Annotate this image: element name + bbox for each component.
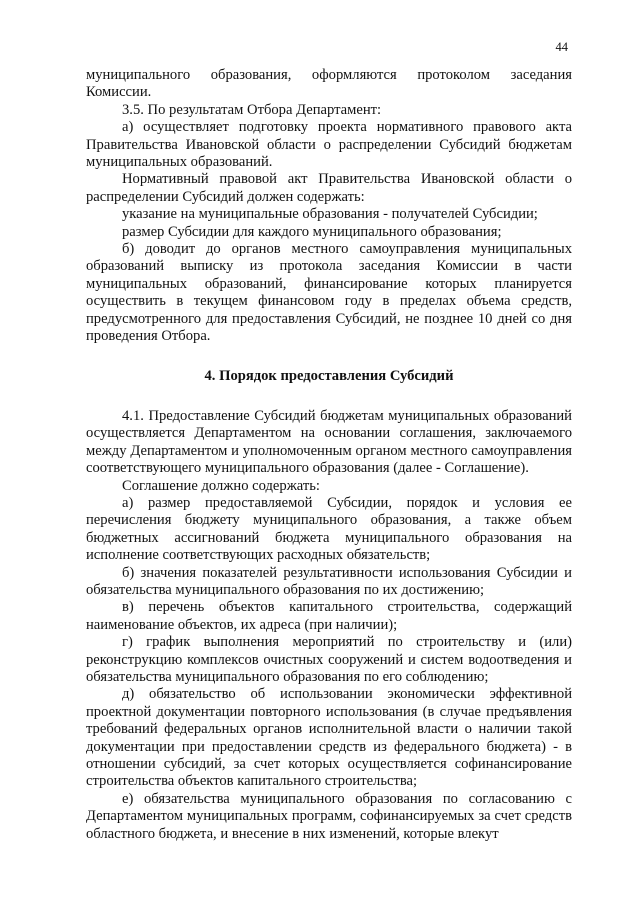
paragraph-4-1-v: в) перечень объектов капитального строительства, содержащий наименование объектов, их адреса (при наличии); xyxy=(86,599,572,633)
paragraph-4-1: 4.1. Предоставление Субсидий бюджетам муниципальных образований осуществляется Департаментом на основании соглашения, заключаемого между Департаментом и уполномоченным органом местного самоуправления соответствующего муниципального образования (далее - Соглашение). xyxy=(86,407,572,477)
paragraph-4-1-b: б) значения показателей результативности использования Субсидии и обязательства муниципального образования по их достижению; xyxy=(86,564,572,598)
paragraph-4-1-a: а) размер предоставляемой Субсидии, порядок и условия ее перечисления бюджету муниципального образования, а также объем бюджетных ассигнований бюджета муниципального образования на исполнение соответствующих расходных обязательств; xyxy=(86,494,572,564)
paragraph-4-1-e: е) обязательства муниципального образования по согласованию с Департаментом муниципальных программ, софинансируемых за счет средств областного бюджета, и внесение в них изменений, которые влекут xyxy=(86,790,572,842)
document-body xyxy=(86,67,572,843)
paragraph-3-5-a: а) осуществляет подготовку проекта нормативного правового акта Правительства Ивановской области о распределении Субсидий бюджетам муниципальных образований. xyxy=(86,119,572,171)
paragraph-4-1-g: г) график выполнения мероприятий по строительству и (или) реконструкцию комплексов очистных сооружений и систем водоотведения и обязательства муниципального образования по его соблюдению; xyxy=(86,634,572,685)
page-number: 44 xyxy=(555,40,568,54)
paragraph-continuation: муниципального образования, оформляются протоколом заседания Комиссии. xyxy=(86,67,572,101)
paragraph-agreement-contents: Соглашение должно содержать: xyxy=(122,477,320,494)
paragraph-legal-act: Нормативный правовой акт Правительства Ивановской области о распределении Субсидий должен содержать: xyxy=(86,171,572,205)
paragraph-subsidy-size: размер Субсидии для каждого муниципального образования; xyxy=(122,223,502,240)
paragraph-4-1-d: д) обязательство об использовании экономически эффективной проектной документации повторного использования (в случае предъявления требований федеральных органов исполнительной власти о наличии такой документации при предоставлении средств из федерального бюджета) - в отношении субсидий, за счет которых осуществляется софинансирование строительства объектов капитального строительства; xyxy=(86,686,572,790)
section-heading: 4. Порядок предоставления Субсидий xyxy=(204,367,454,384)
paragraph-recipients: указание на муниципальные образования - получателей Субсидии; xyxy=(122,206,538,223)
paragraph-3-5: 3.5. По результатам Отбора Департамент: xyxy=(122,101,382,118)
paragraph-3-5-b: б) доводит до органов местного самоуправления муниципальных образований выписку из протокола заседания Комиссии в части муниципальных образований, финансирование которых планируется осуществить в текущем финансовом году в пределах объема средств, предусмотренного для предоставления Субсидий, не позднее 10 дней со дня проведения Отбора. xyxy=(86,241,572,345)
